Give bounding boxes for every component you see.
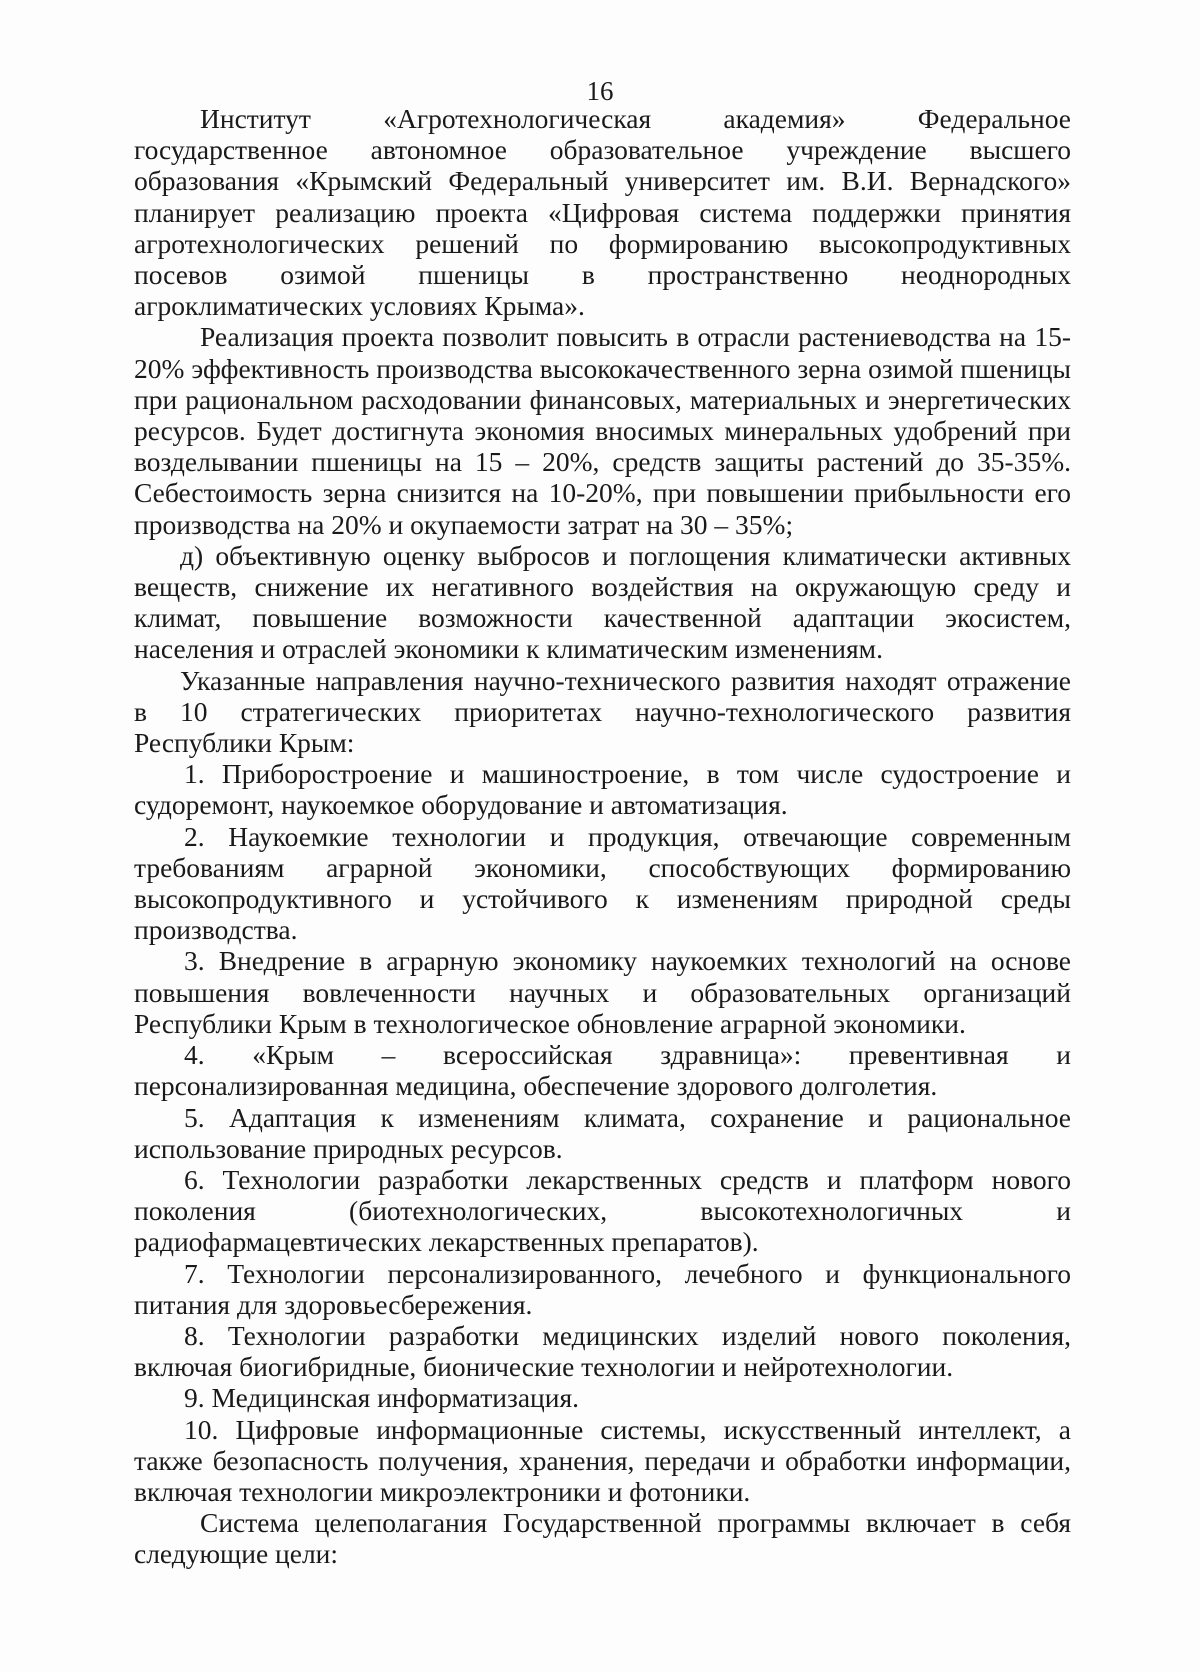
paragraph-institute-project: Институт «Агротехнологическая академия» Федеральное государственное автономное образовательное учреждение высшего образования «Крымский Федеральный университет им. В.И. Вернадского» планирует реализацию проекта «Цифровая система поддержки принятия агротехнологических решений по формированию высокопродуктивных посевов озимой пшеницы в пространственно неоднородных агроклиматических условиях Крыма». xyxy=(134,103,1071,322)
page-number: 16 xyxy=(586,76,614,106)
paragraph-climate-assessment: д) объективную оценку выбросов и поглощения климатически активных веществ, снижение их негативного воздействия на окружающую среду и климат, повышение возможности качественной адаптации экосистем, населения и отраслей экономики к климатическим изменениям. xyxy=(134,539,1071,665)
paragraph-priorities-intro: Указанные направления научно-технического развития находят отражение в 10 стратегических приоритетах научно-технологического развития Республики Крым: xyxy=(134,664,1071,759)
paragraph-program-goals: Система целеполагания Государственной программы включает в себя следующие цели: xyxy=(134,1507,1071,1570)
list-item-priority-6: 6. Технологии разработки лекарственных средств и платформ нового поколения (биотехнологических, высокотехнологичных и радиофармацевтических лекарственных препаратов). xyxy=(134,1163,1071,1258)
document-body xyxy=(134,103,1071,1570)
list-item-priority-5: 5. Адаптация к изменениям климата, сохранение и рациональное использование природных ресурсов. xyxy=(134,1101,1071,1164)
list-item-priority-3: 3. Внедрение в аграрную экономику наукоемких технологий на основе повышения вовлеченности научных и образовательных организаций Республики Крым в технологическое обновление аграрной экономики. xyxy=(134,945,1071,1039)
list-item-priority-8: 8. Технологии разработки медицинских изделий нового поколения, включая биогибридные, бионические технологии и нейротехнологии. xyxy=(134,1319,1071,1383)
list-item-priority-9: 9. Медицинская информатизация. xyxy=(184,1382,579,1414)
list-item-priority-7: 7. Технологии персонализированного, лечебного и функционального питания для здоровьесбережения. xyxy=(134,1257,1071,1320)
list-item-priority-1: 1. Приборостроение и машиностроение, в том числе судостроение и судоремонт, наукоемкое оборудование и автоматизация. xyxy=(134,758,1071,821)
list-item-priority-2: 2. Наукоемкие технологии и продукция, отвечающие современным требованиям аграрной экономики, способствующих формированию высокопродуктивного и устойчивого к изменениям природной среды производства. xyxy=(134,820,1071,946)
list-item-priority-4: 4. «Крым – всероссийская здравница»: превентивная и персонализированная медицина, обеспечение здорового долголетия. xyxy=(134,1039,1071,1102)
list-item-priority-10: 10. Цифровые информационные системы, искусственный интеллект, а также безопасность получения, хранения, передачи и обработки информации, включая технологии микроэлектроники и фотоники. xyxy=(134,1413,1071,1507)
paragraph-project-results: Реализация проекта позволит повысить в отрасли растениеводства на 15-20% эффективность производства высококачественного зерна озимой пшеницы при рациональном расходовании финансовых, материальных и энергетических ресурсов. Будет достигнута экономия вносимых минеральных удобрений при возделывании пшеницы на 15 – 20%, средств защиты растений до 35-35%. Себестоимость зерна снизится на 10-20%, при повышении прибыльности его производства на 20% и окупаемости затрат на 30 – 35%; xyxy=(134,321,1071,540)
